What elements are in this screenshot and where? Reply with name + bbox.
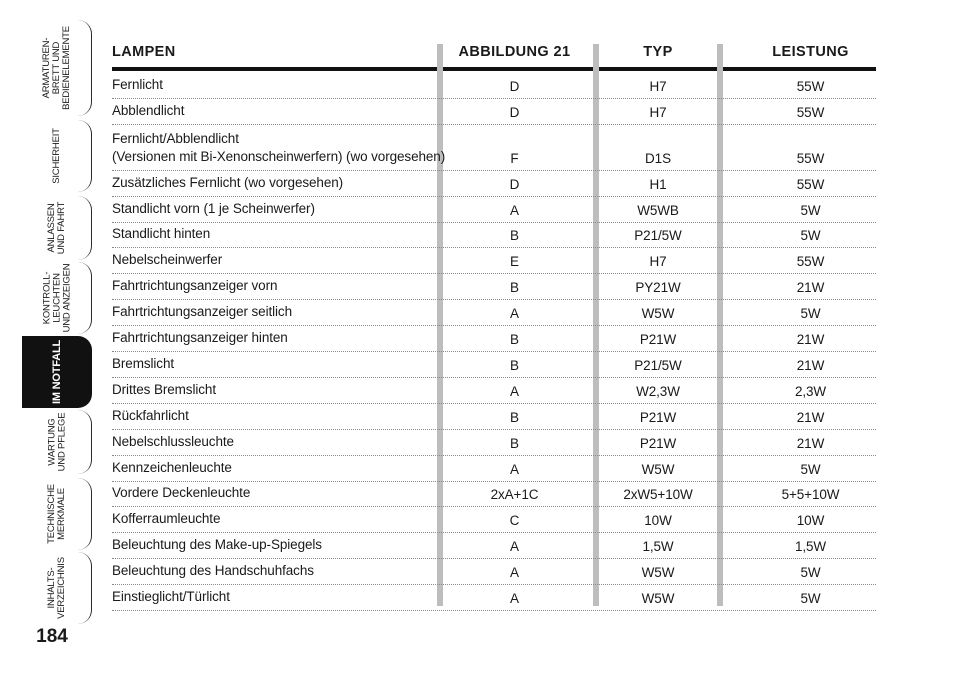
lamp-name: Bremslicht (112, 355, 175, 371)
sidebar-tab-1[interactable] (22, 20, 92, 116)
lamp-name: Fahrtrichtungsanzeiger hinten (112, 330, 288, 346)
sidebar-tab-7[interactable] (22, 478, 92, 550)
figure-ref: 2xA+1C (490, 487, 539, 503)
lamp-type: P21/5W (634, 357, 682, 373)
figure-ref: B (510, 332, 519, 348)
lamp-type: P21/5W (634, 228, 682, 244)
sidebar-tab-5[interactable] (22, 336, 92, 408)
table-row (112, 532, 876, 559)
lamp-power: 1,5W (794, 539, 827, 555)
table-row (112, 98, 876, 125)
lamp-name: Standlicht vorn (1 je Scheinwerfer) (112, 200, 315, 216)
lamp-name: Kofferraumleuchte (112, 511, 221, 527)
table-row (112, 584, 876, 611)
lamp-type: W2,3W (636, 383, 680, 399)
lamp-power: 55W (796, 254, 825, 270)
lamp-name: Standlicht hinten (112, 226, 211, 242)
lamp-type: H7 (649, 254, 667, 270)
lamp-name: Beleuchtung des Make-up-Spiegels (112, 537, 322, 553)
lamp-power: 5W (800, 565, 821, 581)
figure-ref: C (509, 513, 520, 529)
lamp-name: Kennzeichenleuchte (112, 459, 232, 475)
table-row (112, 351, 876, 378)
figure-ref: D (509, 176, 520, 192)
lamp-type: W5WB (637, 202, 679, 218)
lamp-name: Beleuchtung des Handschuhfachs (112, 563, 314, 579)
sidebar-tab-6[interactable] (22, 410, 92, 474)
lamp-type: H1 (649, 176, 667, 192)
lamp-type: W5W (641, 591, 675, 607)
sidebar-tab-3[interactable] (22, 196, 92, 260)
sidebar-tab-label: TECHNISCHE MERKMALE (45, 484, 67, 544)
lamp-type: P21W (639, 332, 677, 348)
lamp-type: W5W (641, 461, 675, 477)
figure-ref: D (509, 78, 520, 94)
lamp-name: Rückfahrlicht (112, 407, 189, 423)
lamp-type: H7 (649, 104, 667, 120)
figure-ref: D (509, 104, 520, 120)
lamp-name: Nebelscheinwerfer (112, 252, 223, 268)
figure-ref: B (510, 280, 519, 296)
lamp-type: W5W (641, 565, 675, 581)
figure-ref: B (510, 357, 519, 373)
lamp-power: 21W (796, 357, 825, 373)
lamp-power: 5W (800, 228, 821, 244)
lamp-power: 21W (796, 435, 825, 451)
figure-ref: B (510, 228, 519, 244)
sidebar-tab-label: KONTROLL- LEUCHTEN UND ANZEIGEN (40, 263, 72, 333)
lamp-type: PY21W (635, 280, 681, 296)
header-power: LEISTUNG (772, 44, 849, 60)
table-row (112, 273, 876, 300)
table-row (112, 403, 876, 430)
sidebar-tab-label: WARTUNG UND PFLEGE (46, 412, 67, 472)
figure-ref: A (510, 461, 519, 477)
sidebar-tab-label: ANLASSEN UND FAHRT (45, 201, 67, 255)
lamp-name: Fernlicht (112, 76, 163, 92)
table-row (112, 222, 876, 249)
sidebar-tab-label: INHALTS- VERZEICHNIS (45, 557, 67, 619)
figure-ref: A (510, 565, 519, 581)
lamp-type: P21W (639, 409, 677, 425)
lamp-name: Vordere Deckenleuchte (112, 485, 251, 501)
table-row (112, 325, 876, 352)
header-figure: ABBILDUNG 21 (458, 44, 571, 60)
lamp-power: 55W (796, 176, 825, 192)
lamp-power: 5W (800, 461, 821, 477)
table-row (112, 377, 876, 404)
table-row (112, 507, 876, 534)
sidebar-tab-label: ARMATUREN- BRETT UND BEDIENELEMENTE (41, 26, 72, 110)
header-type: TYP (643, 44, 673, 60)
lamp-power: 55W (796, 150, 825, 166)
lamp-power: 5+5+10W (781, 487, 840, 503)
lamp-power: 21W (796, 332, 825, 348)
lamp-name: Fahrtrichtungsanzeiger seitlich (112, 304, 292, 320)
sidebar-tab-label: IM NOTFALL (51, 340, 63, 404)
figure-ref: F (510, 150, 519, 166)
lamp-name: Zusätzliches Fernlicht (wo vorgesehen) (112, 174, 344, 190)
figure-ref: A (510, 539, 519, 555)
lamp-type: P21W (639, 435, 677, 451)
figure-ref: A (510, 591, 519, 607)
table-row (112, 299, 876, 326)
figure-ref: E (510, 254, 519, 270)
lamp-power: 21W (796, 409, 825, 425)
lamp-power: 2,3W (794, 383, 827, 399)
table-row (112, 455, 876, 482)
lamp-type: D1S (645, 150, 671, 166)
figure-ref: A (510, 306, 519, 322)
section-sidebar (0, 0, 100, 692)
table-row (112, 248, 876, 275)
lamp-power: 55W (796, 104, 825, 120)
sidebar-tab-2[interactable] (22, 120, 92, 192)
table-row (112, 124, 876, 171)
lamp-type: H7 (649, 78, 667, 94)
table-row (112, 196, 876, 223)
lamp-type: W5W (641, 306, 675, 322)
table-row (112, 170, 876, 197)
header-rule (112, 67, 876, 71)
lamp-type: 1,5W (642, 539, 674, 555)
lamp-power: 5W (800, 306, 821, 322)
sidebar-tab-4[interactable] (22, 262, 92, 334)
lamp-name: Nebelschlussleuchte (112, 433, 234, 449)
lamp-name: Fernlicht/Abblendlicht (Versionen mit Bi-Xenonscheinwerfern) (wo vorgesehen) (112, 130, 446, 164)
figure-ref: B (510, 435, 519, 451)
lamp-name: Einstieglicht/Türlicht (112, 589, 230, 605)
lamp-name: Fahrtrichtungsanzeiger vorn (112, 278, 278, 294)
lamp-power: 55W (796, 78, 825, 94)
lamp-name: Abblendlicht (112, 102, 185, 118)
table-row (112, 558, 876, 585)
lamp-power: 5W (800, 591, 821, 607)
header-lamp: LAMPEN (112, 44, 176, 60)
table-row (112, 72, 876, 99)
lamp-power: 10W (796, 513, 825, 529)
sidebar-tab-8[interactable] (22, 552, 92, 624)
table-row (112, 481, 876, 508)
page-number: 184 (36, 626, 68, 647)
figure-ref: A (510, 202, 519, 218)
lamp-power: 5W (800, 202, 821, 218)
table-row (112, 429, 876, 456)
figure-ref: B (510, 409, 519, 425)
sidebar-tab-label: SICHERHEIT (50, 128, 62, 184)
lamp-power: 21W (796, 280, 825, 296)
lamp-name: Drittes Bremslicht (112, 381, 216, 397)
figure-ref: A (510, 383, 519, 399)
lamp-type: 2xW5+10W (623, 487, 693, 503)
lamp-type: 10W (644, 513, 672, 529)
